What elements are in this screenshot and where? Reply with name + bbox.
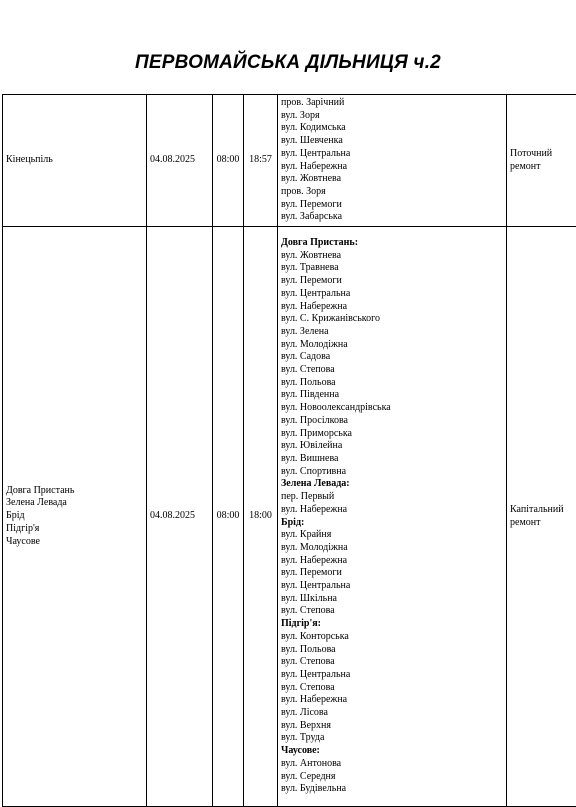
work-type-line: ремонт	[510, 161, 573, 174]
table-row	[3, 95, 576, 227]
street-item: вул. Польова	[281, 644, 503, 657]
streets-cell	[278, 95, 507, 227]
work-type-line: ремонт	[510, 517, 573, 530]
street-item: вул. Центральна	[281, 288, 503, 301]
settlement-name: Чаусове	[6, 536, 143, 549]
street-item: вул. Перемоги	[281, 275, 503, 288]
street-item: вул. Новоолександрівська	[281, 402, 503, 415]
street-item: вул. Зоря	[281, 110, 503, 123]
street-item: вул. Набережна	[281, 301, 503, 314]
street-item: вул. Степова	[281, 682, 503, 695]
street-item: вул. Крайня	[281, 529, 503, 542]
street-item: вул. Степова	[281, 364, 503, 377]
date-cell: 04.08.2025	[147, 95, 213, 227]
street-item: вул. Польова	[281, 377, 503, 390]
street-item: вул. Набережна	[281, 694, 503, 707]
work-type-line: Поточний	[510, 148, 573, 161]
work-type-line: Капітальний	[510, 504, 573, 517]
street-item: вул. Зелена	[281, 326, 503, 339]
street-item: вул. С. Крижанівського	[281, 313, 503, 326]
start-time-cell: 08:00	[213, 95, 244, 227]
street-item: вул. Набережна	[281, 504, 503, 517]
street-item: вул. Жовтнева	[281, 173, 503, 186]
end-time-cell: 18:57	[244, 95, 278, 227]
street-item: вул. Верхня	[281, 720, 503, 733]
locality-heading: Довга Пристань:	[281, 237, 503, 250]
street-item: вул. Травнева	[281, 262, 503, 275]
street-item: вул. Степова	[281, 605, 503, 618]
street-item: вул. Набережна	[281, 161, 503, 174]
street-item: вул. Перемоги	[281, 199, 503, 212]
street-item: вул. Південна	[281, 389, 503, 402]
street-item: вул. Середня	[281, 771, 503, 784]
locality-heading: Брід:	[281, 517, 503, 530]
street-item: вул. Спортивна	[281, 466, 503, 479]
street-item: вул. Лісова	[281, 707, 503, 720]
start-time-cell: 08:00	[213, 227, 244, 807]
street-item: вул. Перемоги	[281, 567, 503, 580]
settlement-name: Довга Пристань	[6, 485, 143, 498]
outage-schedule-table	[2, 94, 576, 807]
settlement-cell	[3, 227, 147, 807]
streets-cell	[278, 227, 507, 807]
table-row	[3, 227, 576, 807]
street-item: пер. Первый	[281, 491, 503, 504]
work-type-cell	[507, 227, 576, 807]
street-item: вул. Садова	[281, 351, 503, 364]
street-item: вул. Жовтнева	[281, 250, 503, 263]
settlement-name: Підгір'я	[6, 523, 143, 536]
settlement-name: Кінецьпіль	[6, 154, 143, 167]
street-item: вул. Будівельна	[281, 783, 503, 796]
street-item: вул. Просілкова	[281, 415, 503, 428]
date-cell: 04.08.2025	[147, 227, 213, 807]
street-item: пров. Зарічний	[281, 97, 503, 110]
street-item: вул. Шевченка	[281, 135, 503, 148]
settlement-name: Зелена Левада	[6, 497, 143, 510]
settlement-cell	[3, 95, 147, 227]
street-item: вул. Молодіжна	[281, 339, 503, 352]
settlement-name: Брід	[6, 510, 143, 523]
street-item: вул. Приморська	[281, 428, 503, 441]
street-item: вул. Забарська	[281, 211, 503, 224]
street-item: вул. Конторська	[281, 631, 503, 644]
street-item: пров. Зоря	[281, 186, 503, 199]
street-item: вул. Центральна	[281, 148, 503, 161]
street-item: вул. Шкільна	[281, 593, 503, 606]
street-item: вул. Набережна	[281, 555, 503, 568]
work-type-cell	[507, 95, 576, 227]
street-item: вул. Антонова	[281, 758, 503, 771]
street-item: вул. Ювілейна	[281, 440, 503, 453]
street-item: вул. Вишнева	[281, 453, 503, 466]
street-item: вул. Степова	[281, 656, 503, 669]
locality-heading: Чаусове:	[281, 745, 503, 758]
locality-heading: Зелена Левада:	[281, 478, 503, 491]
street-item: вул. Центральна	[281, 669, 503, 682]
page-title: ПЕРВОМАЙСЬКА ДІЛЬНИЦЯ ч.2	[0, 52, 576, 74]
street-item: вул. Центральна	[281, 580, 503, 593]
street-item: вул. Молодіжна	[281, 542, 503, 555]
street-item: вул. Кодимська	[281, 122, 503, 135]
locality-heading: Підгір'я:	[281, 618, 503, 631]
end-time-cell: 18:00	[244, 227, 278, 807]
street-item: вул. Труда	[281, 732, 503, 745]
